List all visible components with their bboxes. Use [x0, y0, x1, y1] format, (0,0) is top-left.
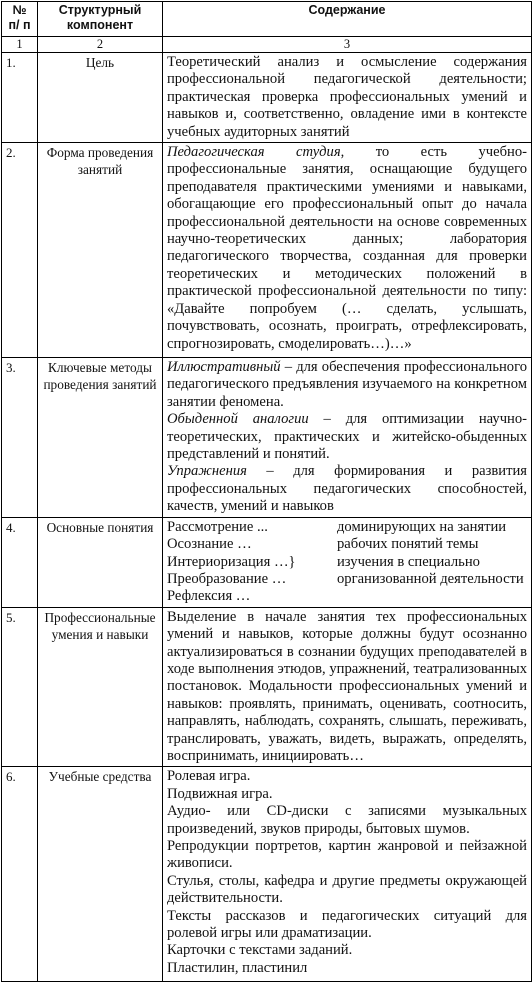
- column-number-3: 3: [163, 37, 532, 53]
- method-text: – для формирования и развития профессиональных педагогических способностей, качеств, умений и навыков: [167, 463, 527, 515]
- concept-item: Интериоризация …}: [167, 553, 296, 570]
- table-row: [2, 53, 532, 143]
- resource-item: Карточки с текстами заданий.: [167, 942, 353, 959]
- header-content: Содержание: [163, 2, 532, 37]
- row-number: 3.: [2, 358, 38, 518]
- concept-item: Осознание …: [167, 536, 252, 553]
- resource-item: Тексты рассказов и педагогических ситуаций для ролевой игры или драматизации.: [167, 907, 527, 942]
- row-component: Профессиональные умения и навыки: [38, 607, 163, 767]
- method-term: Упражнения: [167, 463, 247, 480]
- row-component: Цель: [38, 53, 163, 143]
- structure-table: [1, 1, 532, 982]
- row-component: Ключевые методы проведения занятий: [38, 358, 163, 518]
- concept-note: рабочих понятий темы: [337, 536, 479, 553]
- method-term: Обыденной аналогии: [167, 411, 309, 428]
- resource-item: Стулья, столы, кафедра и другие предметы окружающей действительности.: [167, 872, 527, 907]
- method-term: Иллюстративный: [167, 359, 281, 376]
- table-row: [2, 767, 532, 982]
- table-row: [2, 143, 532, 358]
- resource-item: Аудио- или CD-диски с записями музыкальных произведений, звуков природы, бытовых шумов.: [167, 803, 527, 837]
- row-number: 2.: [2, 143, 38, 358]
- column-number-1: 1: [2, 37, 38, 53]
- resource-item: Ролевая игра.: [167, 768, 251, 785]
- method-item: [167, 411, 527, 463]
- row-number: 1.: [2, 53, 38, 143]
- row-content: [163, 143, 532, 358]
- method-item: [167, 463, 527, 515]
- row-content: [163, 517, 532, 607]
- method-text: – для обеспечения профессионального педагогического предъявления изучаемого на конкретном занятии феномена.: [167, 359, 527, 410]
- term-italic: Педагогическая студия: [167, 144, 341, 161]
- concept-note: изучения в специально: [337, 553, 480, 570]
- row-component: Форма проведения занятий: [38, 143, 163, 358]
- row-component: Учебные средства: [38, 767, 163, 982]
- table-header-row: [2, 2, 532, 37]
- row-content: Выделение в начале занятия тех профессиональных умений и навыков, которые должны будут осознанно актуализироваться в сознании будущих преподавателей в ходе выполнения этюдов, упражнений, театрализованных постановок. Модальности профессиональных умений и навыков: проявлять, принимать, оценивать, соотносить, направлять, наблюдать, сохранять, слышать, переживать, транслировать, уважать, видеть, выражать, определять, воспринимать, инициировать…: [163, 607, 532, 767]
- resource-item: Подвижная игра.: [167, 785, 273, 802]
- row-number: 5.: [2, 607, 38, 767]
- resource-item: Репродукции портретов, картин жанровой и пейзажной живописи.: [167, 838, 527, 872]
- row-component: Основные понятия: [38, 517, 163, 607]
- row-number: 4.: [2, 517, 38, 607]
- row-content: Теоретический анализ и осмысление содержания профессиональной педагогической деятельности; практическая проверка профессиональных умений и навыков и, соответственно, овладение ими в контексте учебных аудиторных занятий: [163, 53, 532, 143]
- column-number-2: 2: [38, 37, 163, 53]
- table-row: [2, 358, 532, 518]
- term-description: , то есть учебно-профессиональные занятия, оснащающие будущего преподавателя практическими умениями и навыками, обогащающие его профессиональный опыт до начала профессиональной деятельности на основе современных научно-теоретических данных; лаборатория педагогического творчества, созданная для проверки теоретических и методических положений в практической профессиональной деятельности по типу: «Давайте попробуем (… сделать, услышать, почувствовать, осознать, проиграть, отрефлексировать, спрогнозировать, смоделировать…)…»: [167, 144, 528, 352]
- concept-note: доминирующих на занятии: [337, 518, 507, 535]
- concept-note: организованной деятельности: [337, 570, 524, 587]
- resource-item: Пластилин, пластинил: [167, 959, 308, 976]
- row-content: [163, 767, 532, 982]
- column-numbers-row: [2, 37, 532, 53]
- header-component: Структурный компонент: [38, 2, 163, 37]
- concept-item: Преобразование …: [167, 570, 287, 587]
- method-item: [167, 359, 527, 411]
- row-number: 6.: [2, 767, 38, 982]
- header-number: № п/ п: [2, 2, 38, 37]
- row-content: [163, 358, 532, 518]
- table-row: [2, 607, 532, 767]
- method-text: – для оптимизации научно-теоретических, практических и житейско-обыденных представлений и понятий.: [167, 411, 527, 463]
- concept-item: Рефлексия …: [167, 588, 251, 605]
- concept-item: Рассмотрение ...: [167, 518, 268, 535]
- table-row: [2, 517, 532, 607]
